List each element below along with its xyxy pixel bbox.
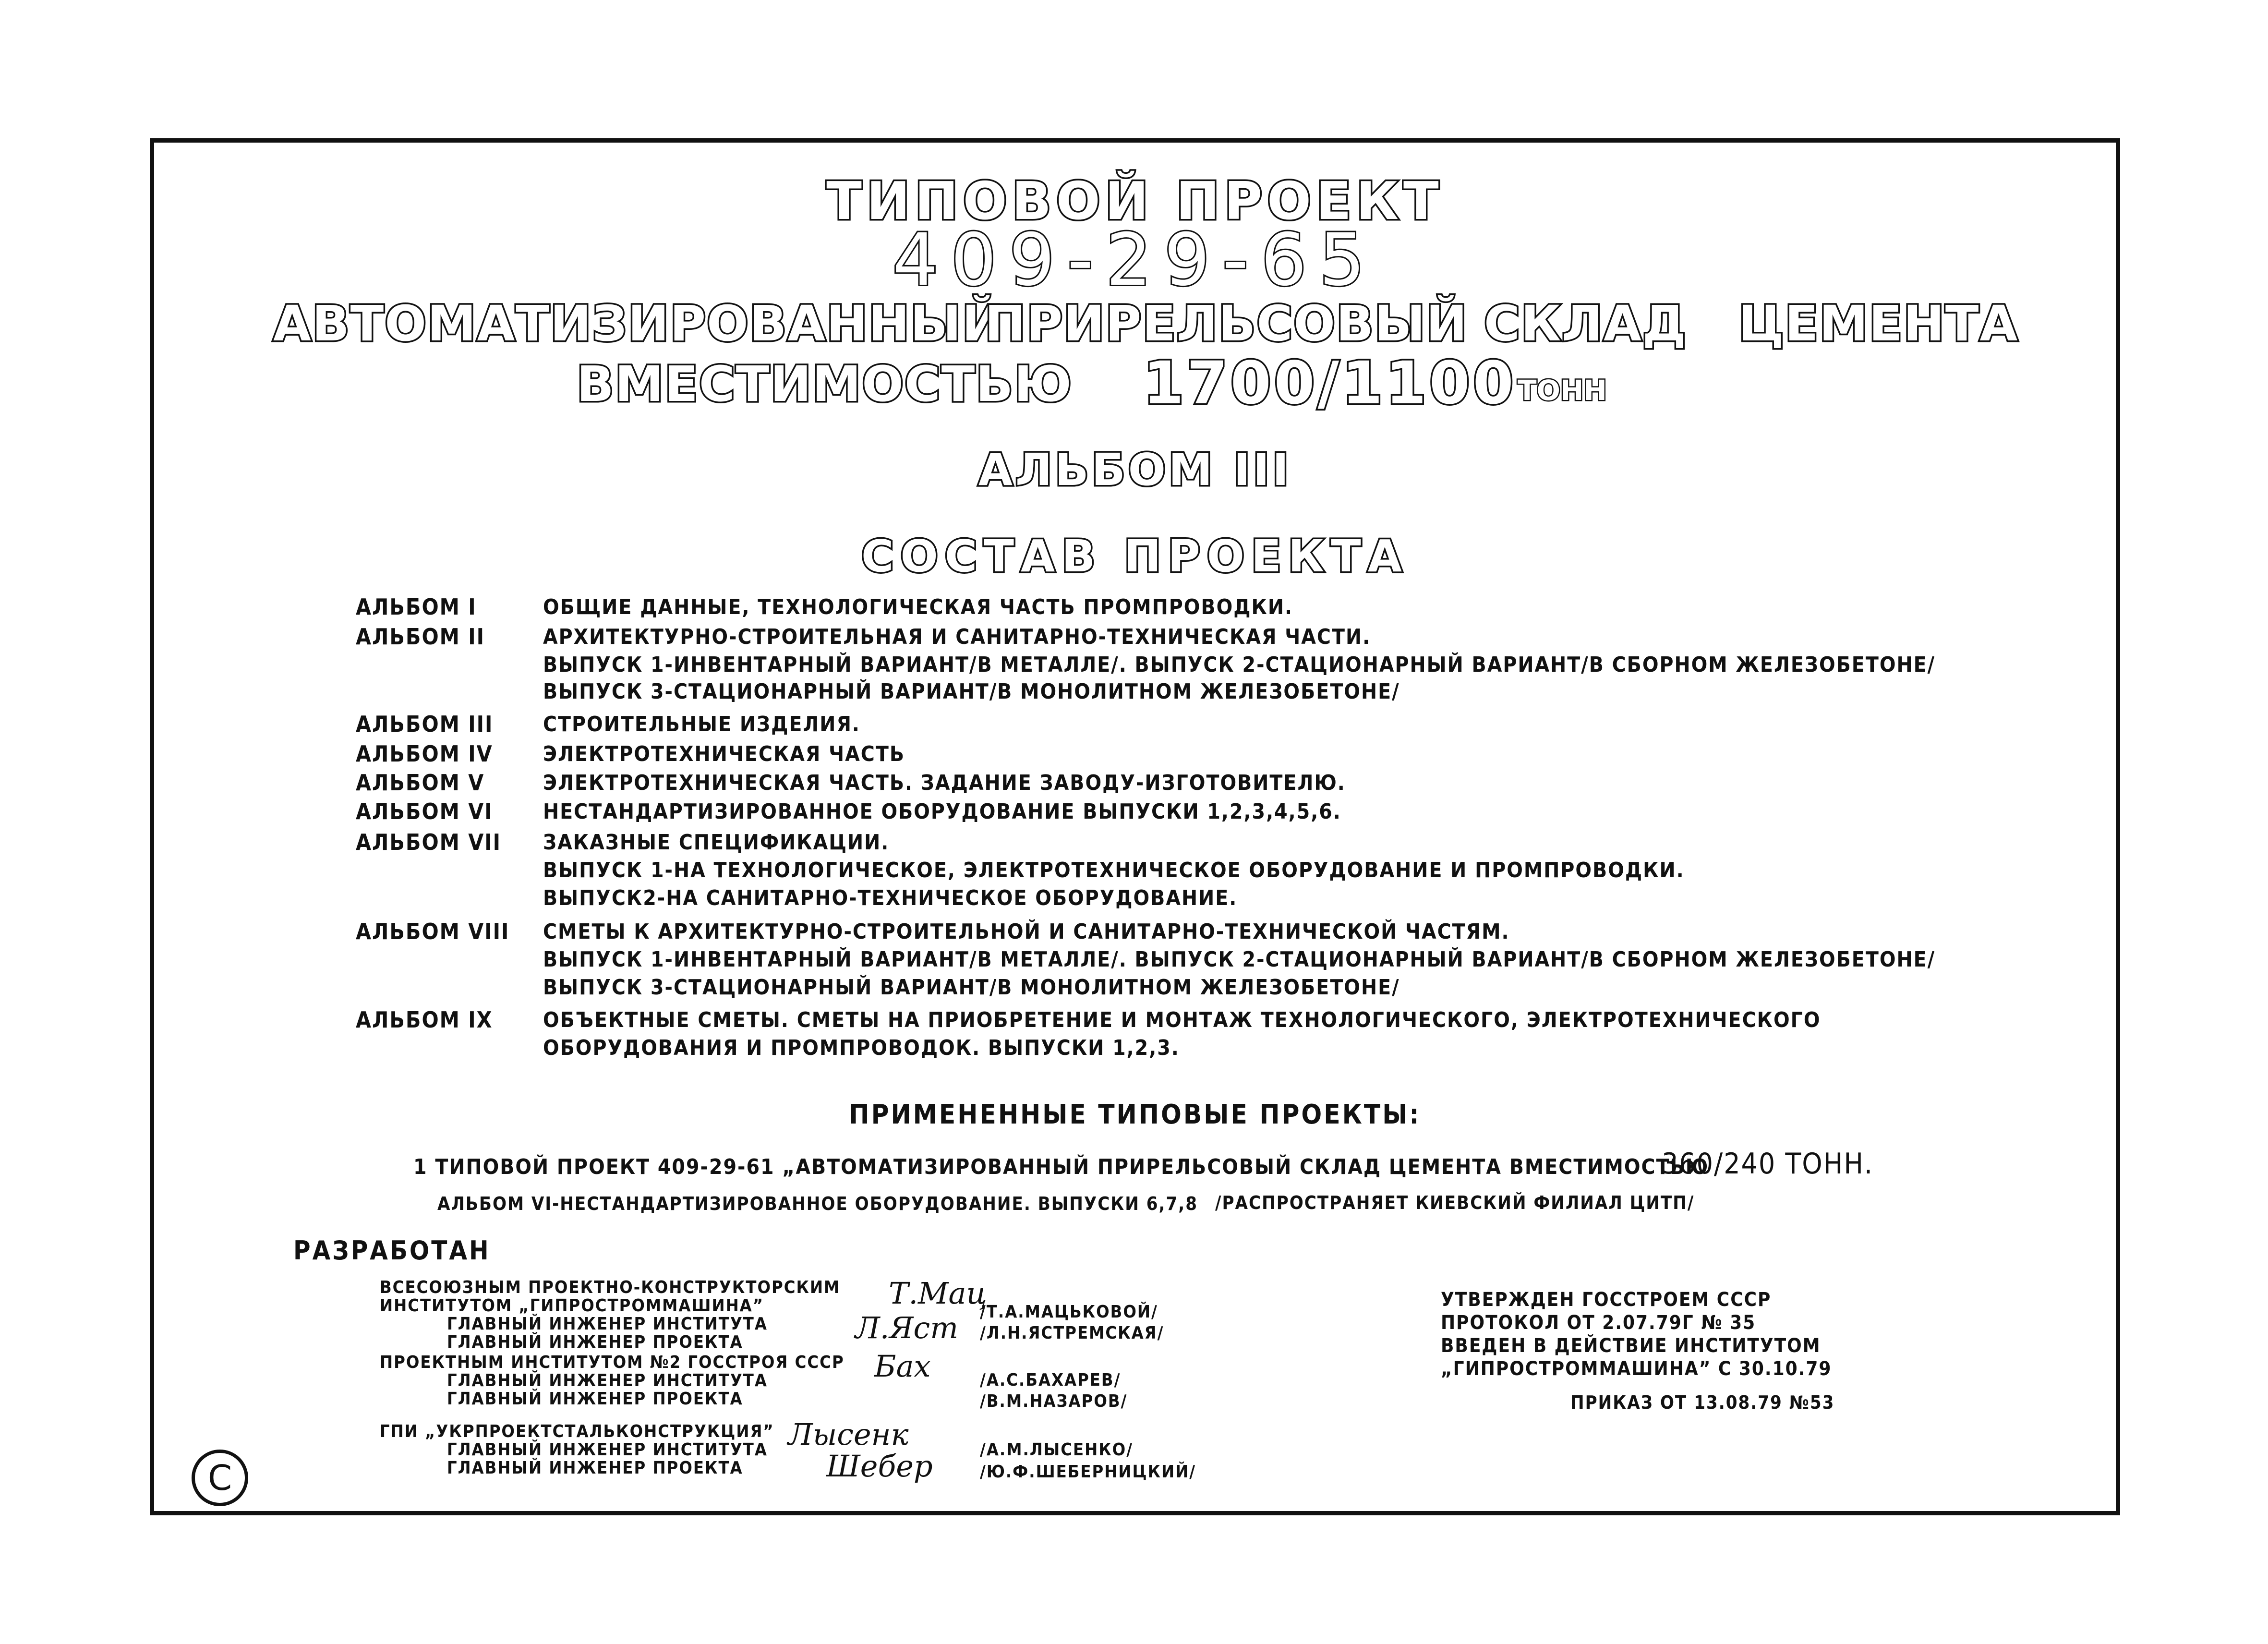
album-label: АЛЬБОМ IV — [356, 741, 493, 767]
album-label: АЛЬБОМ VIII — [356, 919, 510, 944]
approval-block — [1441, 1288, 1832, 1380]
approval-line: ВВЕДЕН В ДЕЙСТВИЕ ИНСТИТУТОМ — [1441, 1335, 1821, 1357]
album-line: ВЫПУСК 1-ИНВЕНТАРНЫЙ ВАРИАНТ/В МЕТАЛЛЕ/. ВЫПУСК 2-СТАЦИОНАРНЫЙ ВАРИАНТ/В СБОРНОМ ЖЕЛЕЗОБЕТОНЕ/ — [543, 947, 1936, 972]
org-ukrproekt — [380, 1423, 774, 1477]
copyright-stamp — [192, 1450, 248, 1506]
org-people — [980, 1302, 1164, 1344]
signature: Л.Яст — [855, 1310, 959, 1345]
org-role: ГЛАВНЫЙ ИНЖЕНЕР ПРОЕКТА — [447, 1458, 743, 1478]
album-label: АЛЬБОМ IX — [356, 1007, 493, 1033]
person-name: /В.М.НАЗАРОВ/ — [980, 1391, 1128, 1411]
applied-capacity: 360/240 ТОНН. — [1662, 1147, 1874, 1181]
album-line: ВЫПУСК2-НА САНИТАРНО-ТЕХНИЧЕСКОЕ ОБОРУДОВАНИЕ. — [543, 886, 1238, 910]
applied-line-1: 1 ТИПОВОЙ ПРОЕКТ 409-29-61 „АВТОМАТИЗИРОВАННЫЙ ПРИРЕЛЬСОВЫЙ СКЛАД ЦЕМЕНТА ВМЕСТИМОСТЬЮ — [413, 1155, 1709, 1179]
album-title: АЛЬБОМ III — [978, 444, 1292, 496]
name-word-cement: ЦЕМЕНТА — [1738, 295, 2019, 352]
person-name: /Ю.Ф.ШЕБЕРНИЦКИЙ/ — [980, 1462, 1196, 1482]
album-line: ОБЩИЕ ДАННЫЕ, ТЕХНОЛОГИЧЕСКАЯ ЧАСТЬ ПРОМПРОВОДКИ. — [543, 595, 1293, 619]
stamp-letter: C — [207, 1458, 232, 1498]
album-line: СТРОИТЕЛЬНЫЕ ИЗДЕЛИЯ. — [543, 712, 860, 737]
album-line: СМЕТЫ К АРХИТЕКТУРНО-СТРОИТЕЛЬНОЙ И САНИТАРНО-ТЕХНИЧЕСКОЙ ЧАСТЯМ. — [543, 919, 1510, 944]
applied-distributor-note: /РАСПРОСТРАНЯЕТ КИЕВСКИЙ ФИЛИАЛ ЦИТП/ — [1215, 1192, 1695, 1213]
name-word-capacity: ВМЕСТИМОСТЬЮ — [577, 356, 1073, 413]
signature: Лысенк — [788, 1417, 909, 1452]
person-name: /А.С.БАХАРЕВ/ — [980, 1370, 1121, 1390]
album-line: НЕСТАНДАРТИЗИРОВАННОЕ ОБОРУДОВАНИЕ ВЫПУСКИ 1,2,3,4,5,6. — [543, 799, 1341, 824]
org-name: ГПИ „УКРПРОЕКТСТАЛЬКОНСТРУКЦИЯ” — [380, 1422, 774, 1441]
album-label: АЛЬБОМ II — [356, 624, 485, 650]
album-label: АЛЬБОМ V — [356, 770, 485, 796]
album-line: ОБОРУДОВАНИЯ И ПРОМПРОВОДОК. ВЫПУСКИ 1,2,3. — [543, 1036, 1180, 1060]
album-label: АЛЬБОМ III — [356, 711, 494, 737]
person-name: /Л.Н.ЯСТРЕМСКАЯ/ — [980, 1323, 1164, 1343]
order-line: ПРИКАЗ ОТ 13.08.79 №53 — [1570, 1392, 1835, 1413]
project-number: 409-29-65 — [892, 218, 1378, 302]
album-line: ОБЪЕКТНЫЕ СМЕТЫ. СМЕТЫ НА ПРИОБРЕТЕНИЕ И МОНТАЖ ТЕХНОЛОГИЧЕСКОГО, ЭЛЕКТРОТЕХНИЧЕСКОГО — [543, 1008, 1821, 1032]
applied-line-2: АЛЬБОМ VI-НЕСТАНДАРТИЗИРОВАННОЕ ОБОРУДОВАНИЕ. ВЫПУСКИ 6,7,8 — [437, 1193, 1198, 1214]
album-label: АЛЬБОМ VI — [356, 798, 493, 824]
developed-title: РАЗРАБОТАН — [293, 1235, 491, 1266]
person-name: /А.М.ЛЫСЕНКО/ — [980, 1440, 1134, 1460]
capacity-unit: ТОНН — [1518, 374, 1607, 407]
org-name: ВСЕСОЮЗНЫМ ПРОЕКТНО-КОНСТРУКТОРСКИМ — [380, 1278, 841, 1297]
org-name: ПРОЕКТНЫМ ИНСТИТУТОМ №2 ГОССТРОЯ СССР — [380, 1353, 844, 1372]
composition-title: СОСТАВ ПРОЕКТА — [861, 531, 1409, 582]
org-role: ГЛАВНЫЙ ИНЖЕНЕР ПРОЕКТА — [447, 1389, 743, 1409]
album-line: ВЫПУСК 3-СТАЦИОНАРНЫЙ ВАРИАНТ/В МОНОЛИТНОМ ЖЕЛЕЗОБЕТОНЕ/ — [543, 679, 1400, 704]
applied-title: ПРИМЕНЕННЫЕ ТИПОВЫЕ ПРОЕКТЫ: — [849, 1099, 1421, 1130]
signature: Шебер — [826, 1449, 933, 1484]
person-name: /Т.А.МАЦЬКОВОЙ/ — [980, 1302, 1158, 1322]
album-line: ВЫПУСК 1-ИНВЕНТАРНЫЙ ВАРИАНТ/В МЕТАЛЛЕ/. ВЫПУСК 2-СТАЦИОНАРНЫЙ ВАРИАНТ/В СБОРНОМ ЖЕЛЕЗОБЕТОНЕ/ — [543, 653, 1936, 677]
name-word-warehouse: СКЛАД — [1484, 295, 1687, 352]
album-line: ЭЛЕКТРОТЕХНИЧЕСКАЯ ЧАСТЬ — [543, 742, 905, 766]
signature: Т.Мац — [889, 1276, 987, 1311]
org-gipro — [380, 1279, 840, 1352]
header-title: ТИПОВОЙ ПРОЕКТ — [826, 171, 1444, 231]
org-role: ГЛАВНЫЙ ИНЖЕНЕР ПРОЕКТА — [447, 1332, 743, 1352]
org-role: ГЛАВНЫЙ ИНЖЕНЕР ИНСТИТУТА — [447, 1371, 768, 1390]
album-line: АРХИТЕКТУРНО-СТРОИТЕЛЬНАЯ И САНИТАРНО-ТЕХНИЧЕСКАЯ ЧАСТИ. — [543, 625, 1371, 649]
album-label: АЛЬБОМ VII — [356, 829, 502, 855]
name-word-automated: АВТОМАТИЗИРОВАННЫЙ — [273, 295, 1004, 352]
approval-line: „ГИПРОСТРОММАШИНА” С 30.10.79 — [1441, 1358, 1832, 1380]
album-label: АЛЬБОМ I — [356, 594, 477, 620]
name-word-rail: ПРИРЕЛЬСОВЫЙ — [985, 295, 1468, 352]
album-line: ВЫПУСК 1-НА ТЕХНОЛОГИЧЕСКОЕ, ЭЛЕКТРОТЕХНИЧЕСКОЕ ОБОРУДОВАНИЕ И ПРОМПРОВОДКИ. — [543, 858, 1685, 882]
capacity-value: 1700/1100 — [1143, 349, 1517, 417]
org-role: ГЛАВНЫЙ ИНЖЕНЕР ИНСТИТУТА — [447, 1314, 768, 1334]
org-role: ГЛАВНЫЙ ИНЖЕНЕР ИНСТИТУТА — [447, 1440, 768, 1460]
approval-line: ПРОТОКОЛ ОТ 2.07.79Г № 35 — [1441, 1312, 1756, 1334]
drawing-frame — [150, 138, 2120, 1515]
org-people — [980, 1439, 1196, 1483]
album-line: ВЫПУСК 3-СТАЦИОНАРНЫЙ ВАРИАНТ/В МОНОЛИТНОМ ЖЕЛЕЗОБЕТОНЕ/ — [543, 975, 1400, 1000]
org-institute-2 — [380, 1354, 844, 1408]
album-line: ЗАКАЗНЫЕ СПЕЦИФИКАЦИИ. — [543, 830, 890, 855]
approval-line: УТВЕРЖДЕН ГОССТРОЕМ СССР — [1441, 1289, 1772, 1311]
org-name: ИНСТИТУТОМ „ГИПРОСТРОММАШИНА” — [380, 1296, 764, 1316]
album-line: ЭЛЕКТРОТЕХНИЧЕСКАЯ ЧАСТЬ. ЗАДАНИЕ ЗАВОДУ-ИЗГОТОВИТЕЛЮ. — [543, 771, 1346, 795]
signature: Бах — [874, 1349, 931, 1384]
org-people — [980, 1370, 1127, 1412]
